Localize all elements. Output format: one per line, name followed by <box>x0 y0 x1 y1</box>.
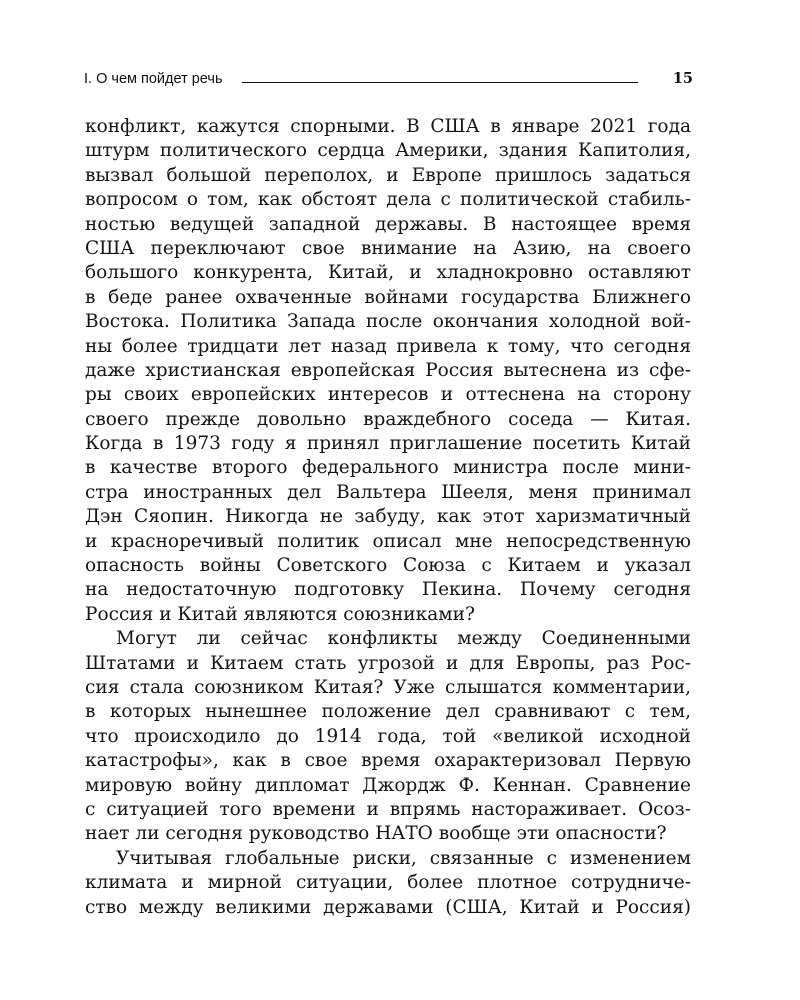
text-line: в беде ранее охваченные войнами государства Ближнего <box>85 286 691 308</box>
text-line: ностью ведущей западной державы. В настоящее время <box>85 213 691 235</box>
text-line: с ситуацией того времени и впрямь настораживает. Осоз- <box>85 798 691 820</box>
running-head <box>84 70 693 88</box>
text-line: нает ли сегодня руководство НАТО вообще эти опасности? <box>85 823 667 845</box>
text-line: в качестве второго федерального министра после мини- <box>85 457 691 479</box>
text-line: штурм политического сердца Америки, здания Капитолия, <box>85 140 691 162</box>
page-number: 15 <box>672 70 693 87</box>
text-line: что происходило до 1914 года, той «великой исходной <box>85 725 691 747</box>
text-line: климата и мирной ситуации, более плотное сотрудниче- <box>85 872 691 894</box>
text-line: даже христианская европейская Россия вытеснена из сфе- <box>85 359 691 381</box>
body-text <box>85 115 691 920</box>
text-line: катастрофы», как в свое время охарактеризовал Первую <box>85 750 691 772</box>
text-line: ры своих европейских интересов и оттеснена на сторону <box>85 384 691 406</box>
text-line: Россия и Китай являются союзниками? <box>85 603 475 625</box>
text-line: ны более тридцати лет назад привела к тому, что сегодня <box>85 335 691 357</box>
chapter-title: I. О чем пойдет речь <box>84 71 223 87</box>
text-line: мировую войну дипломат Джордж Ф. Кеннан. Сравнение <box>85 774 691 796</box>
header-rule <box>242 82 638 83</box>
text-line: вызвал большой переполох, и Европе пришлось задаться <box>85 164 691 186</box>
text-line: на недостаточную подготовку Пекина. Почему сегодня <box>85 579 691 601</box>
text-line: и красноречивый политик описал мне непосредственную <box>85 530 691 552</box>
text-line: Штатами и Китаем стать угрозой и для Европы, раз Рос- <box>85 652 691 674</box>
text-line: своего прежде довольно враждебного соседа — Китая. <box>85 408 691 430</box>
text-line: Учитывая глобальные риски, связанные с изменением <box>116 847 691 869</box>
text-line: стра иностранных дел Вальтера Шееля, меня принимал <box>85 481 691 503</box>
text-line: в которых нынешнее положение дел сравнивают с тем, <box>85 701 691 723</box>
text-line: Могут ли сейчас конфликты между Соединенными <box>116 628 691 650</box>
text-line: вопросом о том, как обстоят дела с политической стабиль- <box>85 189 691 211</box>
text-line: Востока. Политика Запада после окончания холодной вой- <box>85 311 691 333</box>
text-line: Когда в 1973 году я принял приглашение посетить Китай <box>85 433 691 455</box>
text-line: США переключают свое внимание на Азию, на своего <box>85 237 691 259</box>
text-line: ство между великими державами (США, Китай и Россия) <box>85 896 691 918</box>
text-line: большого конкурента, Китай, и хладнокровно оставляют <box>85 262 691 284</box>
text-line: конфликт, кажутся спорными. В США в январе 2021 года <box>85 116 691 137</box>
text-line: Дэн Сяопин. Никогда не забуду, как этот харизматичный <box>85 506 691 528</box>
text-line: сия стала союзником Китая? Уже слышатся комментарии, <box>85 676 691 698</box>
text-line: опасность войны Советского Союза с Китаем и указал <box>85 555 691 577</box>
